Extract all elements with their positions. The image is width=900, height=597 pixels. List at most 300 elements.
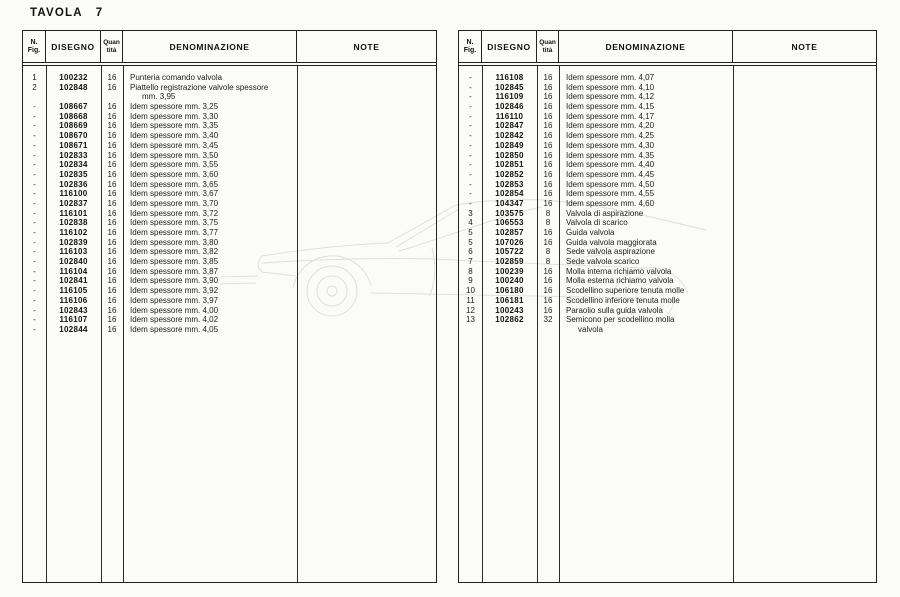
note-cell (297, 257, 436, 267)
note-cell (297, 180, 436, 190)
disegno-cell: 102833 (59, 150, 88, 160)
disegno-cell: 102843 (59, 305, 88, 315)
qty-cell: 16 (543, 198, 553, 208)
denominazione-cell: Idem spessore mm. 4,40 (566, 160, 655, 170)
table-row (23, 180, 436, 190)
fig-cell: 6 (468, 247, 473, 257)
note-cell (733, 209, 876, 219)
note-cell (733, 238, 876, 248)
fig-cell: 2 (32, 82, 37, 92)
qty-cell: 16 (107, 179, 117, 189)
denominazione-cell: Idem spessore mm. 3,45 (130, 140, 219, 150)
qty-cell: 16 (107, 82, 117, 92)
note-cell (733, 92, 876, 102)
table-row (459, 315, 876, 325)
table-row (23, 141, 436, 151)
qty-cell: 16 (543, 92, 553, 102)
denominazione-cell: Guida valvola (566, 228, 615, 237)
denominazione-cell: Idem spessore mm. 3,90 (130, 276, 219, 286)
disegno-cell: 108671 (59, 140, 88, 150)
fig-cell: - (33, 150, 36, 160)
denominazione-cell: Guida valvola maggiorata (566, 237, 657, 247)
disegno-cell: 116106 (59, 295, 88, 305)
disegno-cell: 102838 (59, 218, 88, 228)
qty-cell: 16 (107, 73, 117, 82)
qty-cell: 8 (545, 257, 551, 267)
fig-cell: - (469, 111, 472, 121)
note-cell (733, 131, 876, 141)
note-cell (733, 83, 876, 93)
page-title: TAVOLA 7 (30, 7, 104, 19)
table-row (459, 151, 876, 161)
fig-cell: - (33, 295, 36, 305)
qty-cell: 16 (543, 228, 553, 237)
table-header (23, 31, 436, 66)
note-cell (733, 160, 876, 170)
column-header-denominazione: DENOMINAZIONE (559, 31, 733, 62)
table-row (459, 296, 876, 306)
qty-cell: 16 (543, 295, 553, 305)
qty-cell: 16 (107, 286, 117, 296)
denominazione-cell: Idem spessore mm. 4,02 (130, 315, 219, 325)
denominazione-cell: Idem spessore mm. 3,97 (130, 295, 219, 305)
disegno-cell: 100232 (59, 73, 88, 82)
fig-cell: 8 (468, 266, 473, 276)
table-row (459, 209, 876, 219)
qty-cell: 16 (543, 189, 553, 199)
table-row (459, 286, 876, 296)
fig-cell: - (33, 286, 36, 296)
table-row (23, 315, 436, 325)
qty-cell: 8 (545, 208, 551, 218)
disegno-cell: 102857 (495, 228, 524, 237)
disegno-cell: 116105 (59, 286, 88, 296)
denominazione-cell: Idem spessore mm. 3,50 (130, 150, 219, 160)
table-row (23, 83, 436, 93)
table-row (459, 180, 876, 190)
table-row (23, 296, 436, 306)
denominazione-cell: Idem spessore mm. 4,50 (566, 179, 655, 189)
disegno-cell: 116103 (59, 247, 88, 257)
disegno-cell: 100240 (495, 276, 524, 286)
denominazione-cell: Idem spessore mm. 4,10 (566, 82, 655, 92)
column-header-fig: N. Fig. (459, 31, 482, 62)
disegno-cell: 102852 (495, 169, 524, 179)
note-cell (733, 73, 876, 83)
note-cell (297, 228, 436, 238)
note-cell (733, 199, 876, 209)
qty-cell: 16 (543, 102, 553, 112)
table-row (459, 121, 876, 131)
fig-cell: - (33, 257, 36, 267)
disegno-cell: 102862 (495, 315, 524, 325)
note-cell (297, 121, 436, 131)
fig-cell: - (33, 111, 36, 121)
fig-cell: - (33, 276, 36, 286)
table-row (23, 121, 436, 131)
table-row (23, 218, 436, 228)
qty-cell: 16 (107, 324, 117, 334)
table-row (23, 199, 436, 209)
table-row (23, 92, 436, 102)
table-row (23, 102, 436, 112)
denominazione-cell: Molla interna richiamo valvola (566, 266, 672, 276)
table-row (23, 325, 436, 335)
table-row (459, 92, 876, 102)
fig-cell: 13 (466, 315, 475, 325)
note-cell (733, 257, 876, 267)
qty-cell: 8 (545, 218, 551, 228)
disegno-cell: 116102 (59, 228, 88, 237)
qty-cell: 32 (543, 315, 553, 325)
disegno-cell: 116101 (59, 208, 88, 218)
note-cell (297, 170, 436, 180)
fig-cell: 11 (466, 295, 475, 305)
note-cell (297, 315, 436, 325)
qty-cell: 8 (545, 247, 551, 257)
fig-cell: - (469, 169, 472, 179)
denominazione-cell: Idem spessore mm. 4,35 (566, 150, 655, 160)
note-cell (297, 238, 436, 248)
table-row (23, 306, 436, 316)
column-header-fig: N. Fig. (23, 31, 46, 62)
note-cell (297, 141, 436, 151)
column-header-note: NOTE (791, 41, 818, 52)
qty-cell: 16 (107, 150, 117, 160)
table-row (459, 141, 876, 151)
disegno-cell: 102848 (59, 82, 88, 92)
disegno-cell: 116104 (59, 266, 88, 276)
qty-cell: 16 (107, 160, 117, 170)
disegno-cell: 102836 (59, 179, 88, 189)
denominazione-cell: Idem spessore mm. 3,30 (130, 111, 219, 121)
note-cell (297, 102, 436, 112)
denominazione-cell: Semicono per scodellino molla (566, 315, 675, 325)
fig-cell: - (33, 189, 36, 199)
note-cell (733, 102, 876, 112)
fig-cell: 4 (468, 218, 473, 228)
table-row (459, 102, 876, 112)
denominazione-cell: Idem spessore mm. 3,65 (130, 179, 219, 189)
note-cell (297, 209, 436, 219)
disegno-cell: 108670 (59, 131, 88, 141)
note-cell (733, 228, 876, 238)
fig-cell: - (33, 160, 36, 170)
denominazione-cell: Idem spessore mm. 3,92 (130, 286, 219, 296)
note-cell (297, 247, 436, 257)
denominazione-cell: Idem spessore mm. 4,07 (566, 73, 655, 82)
table-body (459, 66, 876, 582)
qty-cell: 16 (107, 140, 117, 150)
denominazione-cell: Idem spessore mm. 3,85 (130, 257, 219, 267)
denominazione-cell: Sede valvola aspirazione (566, 247, 655, 257)
disegno-cell: 116109 (495, 92, 524, 102)
denominazione-cell: Idem spessore mm. 4,25 (566, 131, 655, 141)
denominazione-cell: Idem spessore mm. 3,60 (130, 169, 219, 179)
fig-cell: - (33, 140, 36, 150)
disegno-cell: 106180 (495, 286, 524, 296)
qty-cell: 16 (543, 111, 553, 121)
disegno-cell: 106553 (495, 218, 524, 228)
note-cell (297, 92, 436, 102)
table-row (459, 238, 876, 248)
table-row (23, 112, 436, 122)
disegno-cell: 102847 (495, 121, 524, 131)
denominazione-cell: Idem spessore mm. 4,12 (566, 92, 655, 102)
fig-cell: 12 (466, 305, 475, 315)
note-cell (733, 325, 876, 335)
denominazione-cell: Idem spessore mm. 3,80 (130, 237, 219, 247)
disegno-cell: 102851 (495, 160, 524, 170)
note-cell (733, 218, 876, 228)
note-cell (733, 296, 876, 306)
denominazione-cell: Idem spessore mm. 4,20 (566, 121, 655, 131)
denominazione-cell: Idem spessore mm. 4,45 (566, 169, 655, 179)
fig-cell: - (33, 218, 36, 228)
disegno-cell: 102849 (495, 140, 524, 150)
fig-cell: - (469, 131, 472, 141)
table-row (23, 170, 436, 180)
qty-cell: 16 (107, 198, 117, 208)
fig-cell: 10 (466, 286, 475, 296)
denominazione-cell: Scodellino superiore tenuta molle (566, 286, 685, 296)
disegno-cell (482, 325, 537, 335)
disegno-cell: 102853 (495, 179, 524, 189)
table-row (23, 247, 436, 257)
disegno-cell: 116100 (59, 189, 88, 199)
qty-cell: 16 (543, 140, 553, 150)
disegno-cell: 102837 (59, 198, 88, 208)
denominazione-cell: valvola (578, 324, 603, 334)
qty-cell: 16 (543, 305, 553, 315)
disegno-cell: 108668 (59, 111, 88, 121)
denominazione-cell: Idem spessore mm. 3,77 (130, 228, 219, 237)
qty-cell: 16 (107, 247, 117, 257)
table-row (23, 286, 436, 296)
fig-cell: - (33, 315, 36, 325)
fig-cell: - (33, 131, 36, 141)
denominazione-cell: Idem spessore mm. 3,82 (130, 247, 219, 257)
table-row (23, 238, 436, 248)
denominazione-cell: Punteria comando valvola (130, 73, 223, 82)
column-header-denominazione: DENOMINAZIONE (123, 31, 297, 62)
disegno-cell: 103575 (495, 208, 524, 218)
denominazione-cell: Idem spessore mm. 3,70 (130, 198, 219, 208)
denominazione-cell: Scodellino inferiore tenuta molle (566, 295, 680, 305)
disegno-cell: 102846 (495, 102, 524, 112)
table-row (23, 257, 436, 267)
table-row (23, 209, 436, 219)
note-cell (297, 199, 436, 209)
qty-cell: 16 (107, 131, 117, 141)
denominazione-cell: Molla esterna richiamo valvola (566, 276, 674, 286)
qty-cell: 16 (543, 237, 553, 247)
table-row (459, 257, 876, 267)
note-cell (297, 131, 436, 141)
fig-cell: - (469, 189, 472, 199)
qty-cell: 16 (107, 276, 117, 286)
note-cell (297, 83, 436, 93)
table-row (23, 267, 436, 277)
denominazione-cell: Idem spessore mm. 3,40 (130, 131, 219, 141)
fig-cell: 5 (468, 237, 473, 247)
denominazione-cell: Paraolio sulla guida valvola (566, 305, 663, 315)
qty-cell: 16 (543, 276, 553, 286)
table-row (459, 189, 876, 199)
qty-cell: 16 (107, 237, 117, 247)
denominazione-cell: Idem spessore mm. 3,67 (130, 189, 219, 199)
qty-cell: 16 (543, 286, 553, 296)
disegno-cell: 116107 (59, 315, 88, 325)
qty-cell (101, 92, 123, 102)
table-row (23, 131, 436, 141)
disegno-cell (46, 92, 101, 102)
qty-cell: 16 (107, 315, 117, 325)
denominazione-cell: Idem spessore mm. 3,25 (130, 102, 219, 112)
table-row (23, 73, 436, 83)
table-row (23, 160, 436, 170)
table-row (459, 160, 876, 170)
column-header-quantita: Quan tità (101, 31, 123, 62)
note-cell (733, 315, 876, 325)
disegno-cell: 116110 (495, 111, 524, 121)
fig-cell: - (33, 247, 36, 257)
table-row (459, 131, 876, 141)
table-row (459, 247, 876, 257)
note-cell (297, 112, 436, 122)
disegno-cell: 100239 (495, 266, 524, 276)
table-row (459, 325, 876, 335)
fig-cell: 3 (468, 208, 473, 218)
note-cell (733, 306, 876, 316)
table-row (459, 112, 876, 122)
note-cell (297, 73, 436, 83)
parts-table-left (22, 30, 437, 583)
qty-cell: 16 (107, 305, 117, 315)
fig-cell: - (33, 266, 36, 276)
fig-cell: - (33, 324, 36, 334)
denominazione-cell: Piattello registrazione valvole spessore (130, 82, 269, 92)
fig-cell (23, 92, 46, 102)
fig-cell: - (469, 179, 472, 189)
column-header-disegno: DISEGNO (482, 31, 537, 62)
disegno-cell: 108669 (59, 121, 88, 131)
column-header-note: NOTE (353, 41, 380, 52)
qty-cell: 16 (107, 208, 117, 218)
note-cell (733, 286, 876, 296)
denominazione-cell: Sede valvola scarico (566, 257, 640, 267)
qty-cell: 16 (107, 228, 117, 237)
table-body (23, 66, 436, 582)
fig-cell: - (469, 121, 472, 131)
fig-cell: - (469, 73, 472, 82)
note-cell (297, 151, 436, 161)
disegno-cell: 107026 (495, 237, 524, 247)
denominazione-cell: Idem spessore mm. 4,15 (566, 102, 655, 112)
disegno-cell: 105722 (495, 247, 524, 257)
fig-cell: 1 (32, 73, 37, 82)
table-row (23, 151, 436, 161)
qty-cell: 16 (107, 189, 117, 199)
qty-cell: 16 (107, 218, 117, 228)
fig-cell: - (33, 228, 36, 237)
fig-cell: - (469, 160, 472, 170)
column-header-quantita: Quan tità (537, 31, 559, 62)
denominazione-cell: Idem spessore mm. 4,30 (566, 140, 655, 150)
note-cell (733, 247, 876, 257)
note-cell (733, 141, 876, 151)
disegno-cell: 102845 (495, 82, 524, 92)
qty-cell: 16 (107, 111, 117, 121)
note-cell (297, 286, 436, 296)
denominazione-cell: Idem spessore mm. 4,60 (566, 198, 655, 208)
qty-cell: 16 (543, 131, 553, 141)
qty-cell: 16 (543, 121, 553, 131)
denominazione-cell: Idem spessore mm. 3,87 (130, 266, 219, 276)
note-cell (297, 296, 436, 306)
note-cell (733, 189, 876, 199)
table-row (459, 276, 876, 286)
disegno-cell: 108667 (59, 102, 88, 112)
disegno-cell: 102839 (59, 237, 88, 247)
fig-cell: 5 (468, 228, 473, 237)
table-header (459, 31, 876, 66)
note-cell (733, 112, 876, 122)
denominazione-cell: Idem spessore mm. 3,55 (130, 160, 219, 170)
qty-cell: 16 (543, 73, 553, 82)
denominazione-cell: Idem spessore mm. 4,05 (130, 324, 219, 334)
denominazione-cell: Idem spessore mm. 3,35 (130, 121, 219, 131)
disegno-cell: 102844 (59, 324, 88, 334)
qty-cell: 16 (543, 160, 553, 170)
fig-cell: - (33, 237, 36, 247)
disegno-cell: 102834 (59, 160, 88, 170)
disegno-cell: 106181 (495, 295, 524, 305)
note-cell (733, 267, 876, 277)
table-row (459, 218, 876, 228)
qty-cell: 16 (543, 179, 553, 189)
note-cell (733, 276, 876, 286)
fig-cell: 7 (468, 257, 473, 267)
denominazione-cell: Idem spessore mm. 3,72 (130, 208, 219, 218)
disegno-cell: 102841 (59, 276, 88, 286)
qty-cell (537, 325, 559, 335)
note-cell (297, 276, 436, 286)
fig-cell: - (33, 102, 36, 112)
qty-cell: 16 (107, 295, 117, 305)
qty-cell: 16 (107, 266, 117, 276)
disegno-cell: 102842 (495, 131, 524, 141)
fig-cell: - (469, 140, 472, 150)
table-row (23, 189, 436, 199)
denominazione-cell: Idem spessore mm. 4,00 (130, 305, 219, 315)
denominazione-cell: Valvola di scarico (566, 218, 628, 228)
denominazione-cell: Idem spessore mm. 3,75 (130, 218, 219, 228)
fig-cell: - (33, 305, 36, 315)
fig-cell: - (33, 179, 36, 189)
table-rows (459, 73, 876, 335)
qty-cell: 16 (107, 102, 117, 112)
fig-cell: - (469, 150, 472, 160)
denominazione-cell: Idem spessore mm. 4,17 (566, 111, 655, 121)
fig-cell: - (33, 169, 36, 179)
fig-cell (459, 325, 482, 335)
fig-cell: - (469, 102, 472, 112)
disegno-cell: 102840 (59, 257, 88, 267)
note-cell (297, 218, 436, 228)
column-header-disegno: DISEGNO (46, 31, 101, 62)
table-rows (23, 73, 436, 335)
